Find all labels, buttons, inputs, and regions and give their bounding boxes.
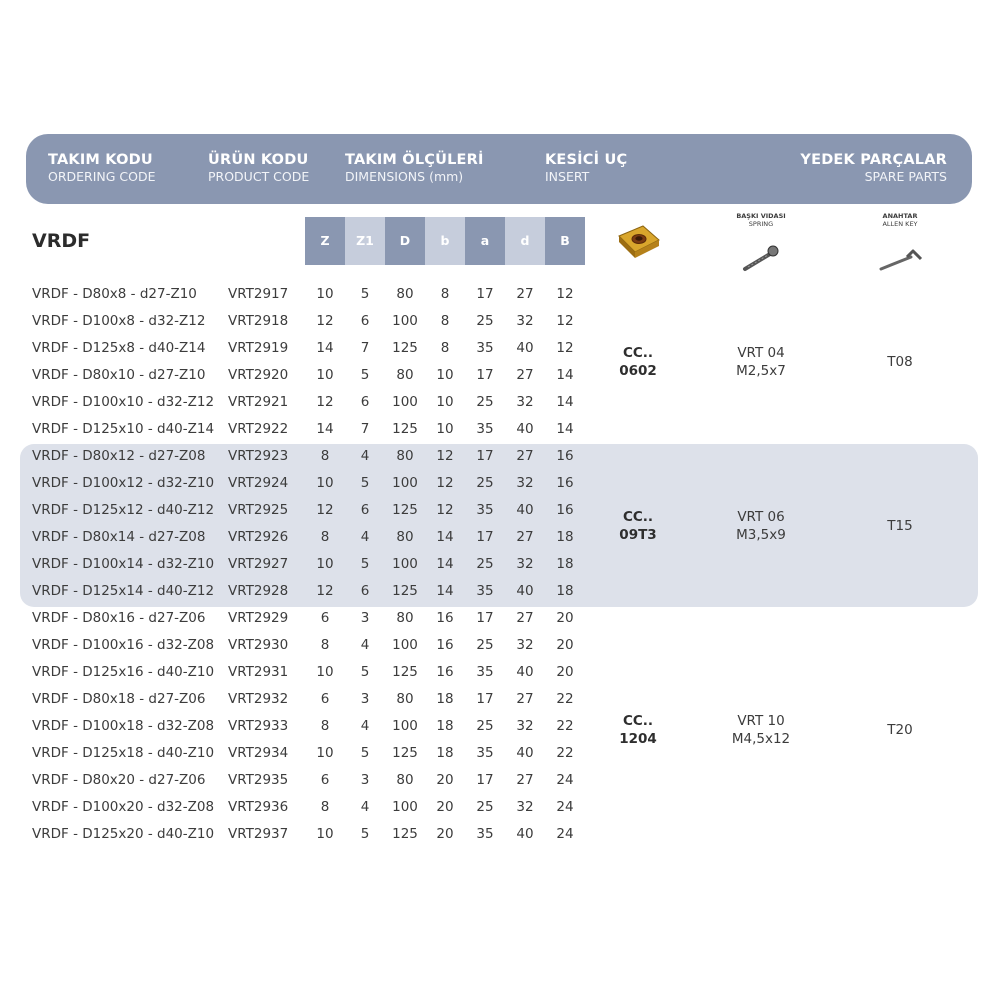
dim-cell-d: 27	[516, 286, 534, 302]
ordering-code-cell: VRDF - D80x12 - d27-Z08	[32, 448, 206, 464]
dim-cell-z1: 5	[360, 475, 370, 491]
dim-cell-z1: 4	[360, 637, 370, 653]
screw-icon	[740, 242, 782, 278]
dim-cell-d: 125	[392, 745, 418, 761]
dim-cell-d: 80	[396, 772, 414, 788]
dim-cell-d: 100	[392, 718, 418, 734]
dim-header-b: b	[425, 217, 465, 265]
dim-cell-z: 10	[316, 664, 334, 680]
dim-cell-z1: 4	[360, 718, 370, 734]
dim-cell-z1: 3	[360, 772, 370, 788]
ordering-code-cell: VRDF - D80x16 - d27-Z06	[32, 610, 206, 626]
dim-cell-a: 25	[476, 394, 494, 410]
insert-header	[545, 151, 627, 184]
ordering-code-cell: VRDF - D100x12 - d32-Z10	[32, 475, 215, 491]
dim-cell-b: 18	[436, 718, 454, 734]
dim-cell-b: 8	[440, 313, 450, 329]
product-code-cell: VRT2920	[228, 367, 289, 383]
dim-cell-d: 27	[516, 448, 534, 464]
dim-cell-b: 22	[556, 745, 574, 761]
dim-cell-z: 10	[316, 826, 334, 842]
dim-cell-d: 125	[392, 502, 418, 518]
dim-cell-d: 80	[396, 367, 414, 383]
product-code-cell: VRT2935	[228, 772, 289, 788]
insert-code	[598, 344, 678, 380]
spring-screw-line: VRT 06	[737, 509, 785, 525]
dim-cell-d: 100	[392, 475, 418, 491]
dim-cell-z1: 4	[360, 448, 370, 464]
key-caption	[868, 212, 932, 228]
dim-cell-d: 100	[392, 394, 418, 410]
dim-cell-a: 35	[476, 664, 494, 680]
product-code-cell: VRT2923	[228, 448, 289, 464]
insert-code-line: CC..	[622, 713, 654, 729]
dim-cell-b: 12	[556, 340, 574, 356]
dim-cell-a: 17	[476, 448, 494, 464]
table-row	[0, 529, 1000, 556]
table-row	[0, 475, 1000, 502]
spring-screw-line: VRT 10	[737, 713, 785, 729]
spring-screw-line: M3,5x9	[736, 527, 786, 543]
product-code-cell: VRT2917	[228, 286, 289, 302]
ordering-code-cell: VRDF - D100x18 - d32-Z08	[32, 718, 215, 734]
dim-cell-b: 22	[556, 718, 574, 734]
product-code-cell: VRT2931	[228, 664, 289, 680]
allen-key-code: T08	[887, 354, 913, 370]
dim-cell-z1: 5	[360, 367, 370, 383]
spare-parts-title: YEDEK PARÇALAR	[800, 152, 947, 168]
spare-parts-header	[800, 151, 947, 184]
dim-cell-d: 32	[516, 556, 534, 572]
ordering-code-cell: VRDF - D80x20 - d27-Z06	[32, 772, 206, 788]
table-row	[0, 556, 1000, 583]
insert-icon	[613, 222, 663, 266]
dim-cell-a: 17	[476, 367, 494, 383]
insert-code-line: 1204	[619, 731, 657, 747]
dim-cell-z: 12	[316, 583, 334, 599]
dim-cell-d: 80	[396, 691, 414, 707]
allen-key-icon	[877, 247, 925, 277]
dim-cell-a: 25	[476, 637, 494, 653]
dim-cell-a: 17	[476, 772, 494, 788]
table-row	[0, 826, 1000, 853]
dim-cell-z1: 7	[360, 340, 370, 356]
dim-cell-z: 6	[320, 610, 330, 626]
spring-screw-code	[711, 344, 811, 380]
dim-cell-d: 125	[392, 826, 418, 842]
dim-cell-a: 17	[476, 529, 494, 545]
product-code-cell: VRT2919	[228, 340, 289, 356]
table-row	[0, 691, 1000, 718]
dim-cell-d: 40	[516, 745, 534, 761]
dim-cell-b: 8	[440, 286, 450, 302]
product-code-cell: VRT2918	[228, 313, 289, 329]
dim-cell-z1: 6	[360, 394, 370, 410]
dim-cell-b: 12	[436, 448, 454, 464]
dim-cell-d: 32	[516, 394, 534, 410]
dim-cell-b: 12	[436, 502, 454, 518]
dim-cell-d: 125	[392, 421, 418, 437]
dim-cell-d: 125	[392, 340, 418, 356]
spring-caption	[728, 212, 794, 228]
dim-cell-b: 24	[556, 772, 574, 788]
spring-screw-line: M4,5x12	[731, 731, 791, 747]
dimensions-header	[345, 151, 484, 184]
dim-cell-b: 20	[556, 664, 574, 680]
table-row	[0, 772, 1000, 799]
ordering-code-header	[48, 151, 156, 184]
dim-cell-d: 125	[392, 664, 418, 680]
dim-cell-d: 27	[516, 529, 534, 545]
dim-cell-b: 10	[436, 394, 454, 410]
table-row	[0, 367, 1000, 394]
dim-cell-z: 8	[320, 718, 330, 734]
product-code-cell: VRT2936	[228, 799, 289, 815]
product-code-cell: VRT2921	[228, 394, 289, 410]
product-code-cell: VRT2929	[228, 610, 289, 626]
ordering-code-cell: VRDF - D100x20 - d32-Z08	[32, 799, 215, 815]
dim-cell-b: 14	[556, 394, 574, 410]
dim-cell-a: 25	[476, 718, 494, 734]
dim-cell-a: 35	[476, 502, 494, 518]
dim-cell-z: 12	[316, 394, 334, 410]
table-row	[0, 394, 1000, 421]
ordering-code-cell: VRDF - D125x14 - d40-Z12	[32, 583, 215, 599]
dim-cell-b: 22	[556, 691, 574, 707]
dim-cell-z: 8	[320, 637, 330, 653]
table-row	[0, 286, 1000, 313]
ordering-code-cell: VRDF - D125x10 - d40-Z14	[32, 421, 215, 437]
dim-cell-d: 32	[516, 799, 534, 815]
dim-cell-z1: 5	[360, 664, 370, 680]
dim-cell-d: 80	[396, 529, 414, 545]
product-code-cell: VRT2930	[228, 637, 289, 653]
dim-cell-b: 14	[436, 529, 454, 545]
dim-cell-z: 14	[316, 421, 334, 437]
dim-cell-a: 17	[476, 286, 494, 302]
dim-header-a: a	[465, 217, 505, 265]
dim-cell-d: 80	[396, 448, 414, 464]
insert-code-line: CC..	[622, 509, 654, 525]
dim-cell-d: 32	[516, 475, 534, 491]
dim-cell-b: 14	[436, 556, 454, 572]
dim-cell-z1: 4	[360, 799, 370, 815]
dim-cell-d: 80	[396, 610, 414, 626]
dim-cell-b: 14	[436, 583, 454, 599]
dim-cell-b: 20	[556, 637, 574, 653]
dim-cell-d: 40	[516, 826, 534, 842]
dim-cell-b: 12	[556, 286, 574, 302]
dim-cell-z: 8	[320, 799, 330, 815]
dim-cell-b: 18	[556, 529, 574, 545]
dim-cell-z1: 5	[360, 556, 370, 572]
dim-cell-d: 40	[516, 664, 534, 680]
dim-cell-b: 20	[436, 772, 454, 788]
dim-cell-z: 10	[316, 556, 334, 572]
product-code-cell: VRT2925	[228, 502, 289, 518]
table-row	[0, 421, 1000, 448]
dim-cell-b: 18	[436, 691, 454, 707]
dim-cell-z: 6	[320, 691, 330, 707]
dim-cell-z: 10	[316, 367, 334, 383]
dim-header-d: D	[385, 217, 425, 265]
dim-cell-d: 40	[516, 340, 534, 356]
dim-header-d: d	[505, 217, 545, 265]
ordering-code-cell: VRDF - D125x20 - d40-Z10	[32, 826, 215, 842]
spring-screw-code	[711, 712, 811, 748]
dim-cell-b: 12	[556, 313, 574, 329]
ordering-code-cell: VRDF - D125x12 - d40-Z12	[32, 502, 215, 518]
dim-cell-d: 100	[392, 556, 418, 572]
dim-cell-a: 35	[476, 583, 494, 599]
insert-code	[598, 712, 678, 748]
allen-key-code: T20	[887, 722, 913, 738]
table-row	[0, 610, 1000, 637]
dim-cell-a: 35	[476, 340, 494, 356]
dim-cell-z1: 5	[360, 286, 370, 302]
dim-cell-b: 10	[436, 421, 454, 437]
dim-cell-z: 12	[316, 313, 334, 329]
ordering-code-cell: VRDF - D125x16 - d40-Z10	[32, 664, 215, 680]
dim-cell-b: 24	[556, 826, 574, 842]
dim-cell-d: 100	[392, 313, 418, 329]
dim-cell-z: 8	[320, 448, 330, 464]
ordering-code-subtitle: ORDERING CODE	[48, 169, 156, 184]
spring-screw-line: M2,5x7	[736, 363, 786, 379]
dim-cell-b: 20	[436, 826, 454, 842]
dim-cell-a: 17	[476, 610, 494, 626]
series-title: VRDF	[32, 230, 91, 252]
dim-cell-b: 16	[436, 637, 454, 653]
table-row	[0, 664, 1000, 691]
insert-title: KESİCİ UÇ	[545, 152, 628, 168]
dim-cell-d: 27	[516, 772, 534, 788]
dim-cell-d: 125	[392, 583, 418, 599]
dim-cell-a: 35	[476, 826, 494, 842]
dim-cell-d: 27	[516, 367, 534, 383]
table-row	[0, 448, 1000, 475]
dim-cell-b: 16	[556, 448, 574, 464]
dim-cell-b: 20	[556, 610, 574, 626]
key-caption-en: ALLEN KEY	[882, 220, 918, 228]
insert-code-line: CC..	[622, 345, 654, 361]
ordering-code-cell: VRDF - D80x8 - d27-Z10	[32, 286, 197, 302]
dim-cell-d: 32	[516, 718, 534, 734]
dim-cell-b: 20	[436, 799, 454, 815]
dim-cell-z: 6	[320, 772, 330, 788]
product-code-header	[208, 151, 309, 184]
product-code-cell: VRT2926	[228, 529, 289, 545]
dim-cell-a: 25	[476, 556, 494, 572]
dim-cell-a: 35	[476, 421, 494, 437]
insert-code-line: 0602	[619, 363, 657, 379]
spring-screw-line: VRT 04	[737, 345, 785, 361]
spring-caption-tr: BAŞKI VIDASI	[736, 212, 786, 220]
dim-cell-a: 25	[476, 799, 494, 815]
dim-cell-b: 8	[440, 340, 450, 356]
insert-code	[598, 508, 678, 544]
spare-parts-subtitle: SPARE PARTS	[864, 169, 947, 184]
product-code-cell: VRT2932	[228, 691, 289, 707]
product-code-cell: VRT2927	[228, 556, 289, 572]
dim-cell-b: 14	[556, 421, 574, 437]
spring-caption-en: SPRING	[748, 220, 774, 228]
dim-cell-b: 14	[556, 367, 574, 383]
product-code-cell: VRT2924	[228, 475, 289, 491]
dim-cell-d: 100	[392, 637, 418, 653]
spring-screw-code	[711, 508, 811, 544]
dim-cell-z: 10	[316, 286, 334, 302]
dim-cell-d: 40	[516, 583, 534, 599]
dim-cell-z1: 7	[360, 421, 370, 437]
allen-key-code: T15	[887, 518, 913, 534]
ordering-code-cell: VRDF - D125x8 - d40-Z14	[32, 340, 206, 356]
product-code-cell: VRT2933	[228, 718, 289, 734]
dim-cell-d: 32	[516, 313, 534, 329]
dim-cell-b: 16	[556, 502, 574, 518]
dim-cell-d: 27	[516, 610, 534, 626]
ordering-code-cell: VRDF - D100x8 - d32-Z12	[32, 313, 206, 329]
ordering-code-cell: VRDF - D80x10 - d27-Z10	[32, 367, 206, 383]
dim-cell-b: 18	[556, 556, 574, 572]
dim-cell-b: 16	[436, 610, 454, 626]
dim-cell-z: 8	[320, 529, 330, 545]
table-row	[0, 313, 1000, 340]
dim-cell-a: 17	[476, 691, 494, 707]
dim-cell-b: 10	[436, 367, 454, 383]
ordering-code-cell: VRDF - D100x14 - d32-Z10	[32, 556, 215, 572]
dim-cell-d: 40	[516, 421, 534, 437]
dim-cell-z: 12	[316, 502, 334, 518]
table-row	[0, 718, 1000, 745]
table-row	[0, 745, 1000, 772]
dim-cell-z1: 5	[360, 745, 370, 761]
dim-cell-d: 40	[516, 502, 534, 518]
dim-cell-z1: 6	[360, 502, 370, 518]
key-caption-tr: ANAHTAR	[882, 212, 918, 220]
dim-cell-a: 25	[476, 475, 494, 491]
dimensions-title: TAKIM ÖLÇÜLERİ	[345, 152, 484, 168]
product-code-cell: VRT2928	[228, 583, 289, 599]
ordering-code-title: TAKIM KODU	[48, 152, 153, 168]
dim-header-z: Z	[305, 217, 345, 265]
header-bar	[26, 134, 972, 204]
dim-cell-z: 14	[316, 340, 334, 356]
product-code-subtitle: PRODUCT CODE	[208, 169, 310, 184]
dim-cell-z1: 3	[360, 691, 370, 707]
table-row	[0, 637, 1000, 664]
dim-cell-z: 10	[316, 745, 334, 761]
ordering-code-cell: VRDF - D125x18 - d40-Z10	[32, 745, 215, 761]
dim-header-z1: Z1	[345, 217, 385, 265]
dim-cell-a: 25	[476, 313, 494, 329]
product-code-cell: VRT2937	[228, 826, 289, 842]
table-row	[0, 340, 1000, 367]
dim-cell-d: 80	[396, 286, 414, 302]
ordering-code-cell: VRDF - D80x14 - d27-Z08	[32, 529, 206, 545]
dim-cell-a: 35	[476, 745, 494, 761]
dim-cell-z1: 3	[360, 610, 370, 626]
insert-code-line: 09T3	[619, 527, 657, 543]
dim-cell-b: 16	[556, 475, 574, 491]
dim-cell-b: 18	[436, 745, 454, 761]
insert-subtitle: INSERT	[545, 169, 590, 184]
dim-cell-b: 18	[556, 583, 574, 599]
table-row	[0, 502, 1000, 529]
product-code-title: ÜRÜN KODU	[208, 152, 309, 168]
dim-cell-b: 16	[436, 664, 454, 680]
dim-cell-z: 10	[316, 475, 334, 491]
dim-cell-z1: 5	[360, 826, 370, 842]
table-row	[0, 583, 1000, 610]
product-code-cell: VRT2922	[228, 421, 289, 437]
dim-cell-d: 27	[516, 691, 534, 707]
dim-cell-d: 100	[392, 799, 418, 815]
ordering-code-cell: VRDF - D100x16 - d32-Z08	[32, 637, 215, 653]
dim-cell-b: 24	[556, 799, 574, 815]
dimensions-subtitle: DIMENSIONS (mm)	[345, 169, 464, 184]
dim-cell-z1: 6	[360, 583, 370, 599]
product-code-cell: VRT2934	[228, 745, 289, 761]
dim-cell-z1: 4	[360, 529, 370, 545]
dim-cell-d: 32	[516, 637, 534, 653]
dim-header-b-upper: B	[545, 217, 585, 265]
dim-cell-z1: 6	[360, 313, 370, 329]
ordering-code-cell: VRDF - D80x18 - d27-Z06	[32, 691, 206, 707]
table-row	[0, 799, 1000, 826]
ordering-code-cell: VRDF - D100x10 - d32-Z12	[32, 394, 215, 410]
dim-cell-b: 12	[436, 475, 454, 491]
